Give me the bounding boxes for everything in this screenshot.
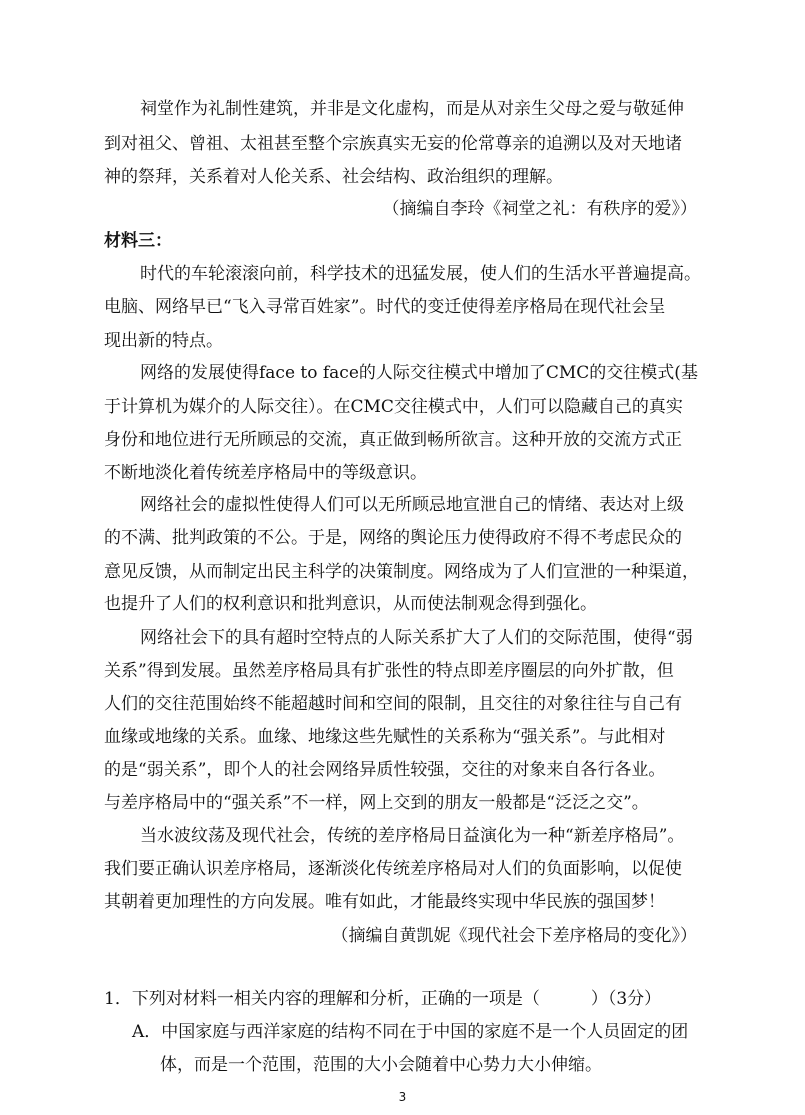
- paragraph-line: 关系”得到发展。虽然差序格局具有扩张性的特点即差序圈层的向外扩散，但: [104, 661, 674, 681]
- paragraph-line: 与差序格局中的“强关系”不一样，网上交到的朋友一般都是“泛泛之交”。: [104, 793, 649, 813]
- option-a-line: 体，而是一个范围，范围的大小会随着中心势力大小伸缩。: [160, 1055, 602, 1075]
- question-stem: 1．下列对材料一相关内容的理解和分析，正确的一项是（ ）（3分）: [104, 989, 662, 1009]
- paragraph-line: 其朝着更加理性的方向发展。唯有如此，才能最终实现中华民族的强国梦！: [104, 892, 665, 912]
- paragraph-line: 当水波纹荡及现代社会，传统的差序格局日益演化为一种“新差序格局”。: [140, 826, 685, 846]
- section-heading: 材料三：: [104, 231, 172, 251]
- source-citation: （摘编自黄凯妮《现代社会下差序格局的变化》）: [331, 926, 697, 946]
- paragraph-line: 网络的发展使得face to face的人际交往模式中增加了CMC的交往模式(基: [140, 363, 698, 383]
- source-citation: （摘编自李玲《祠堂之礼：有秩序的爱》）: [382, 199, 697, 219]
- paragraph-line: 意见反馈，从而制定出民主科学的决策制度。网络成为了人们宣泄的一种渠道，: [104, 562, 699, 582]
- paragraph-line: 的不满、批判政策的不公。于是，网络的舆论压力使得政府不得不考虑民众的: [104, 528, 682, 548]
- paragraph-line: 到对祖父、曾祖、太祖甚至整个宗族真实无妄的伦常尊亲的追溯以及对天地诸: [104, 134, 682, 154]
- paragraph-line: 神的祭拜，关系着对人伦关系、社会结构、政治组织的理解。: [104, 167, 563, 187]
- paragraph-line: 人们的交往范围始终不能超越时间和空间的限制，且交往的对象往往与自己有: [104, 694, 682, 714]
- paragraph-line: 我们要正确认识差序格局，逐渐淡化传统差序格局对人们的负面影响，以促使: [104, 859, 682, 879]
- paragraph-line: 祠堂作为礼制性建筑，并非是文化虚构，而是从对亲生父母之爱与敬延伸: [140, 99, 684, 119]
- paragraph-line: 的是“弱关系”，即个人的社会网络异质性较强，交往的对象来自各行各业。: [104, 760, 666, 780]
- paragraph-line: 现出新的特点。: [104, 331, 223, 351]
- paragraph-line: 于计算机为媒介的人际交往）。在CMC交往模式中，人们可以隐藏自己的真实: [104, 397, 683, 417]
- paragraph-line: 网络社会下的具有超时空特点的人际关系扩大了人们的交际范围，使得“弱: [140, 628, 693, 648]
- option-a-line: A．中国家庭与西洋家庭的结构不同在于中国的家庭不是一个人员固定的团: [132, 1022, 689, 1042]
- paragraph-line: 也提升了人们的权利意识和批判意识，从而使法制观念得到强化。: [104, 594, 597, 614]
- page-number: 3: [398, 1090, 407, 1104]
- paragraph-line: 电脑、网络早已“飞入寻常百姓家”。时代的变迁使得差序格局在现代社会呈: [104, 297, 666, 317]
- paragraph-line: 血缘或地缘的关系。血缘、地缘这些先赋性的关系称为“强关系”。与此相对: [104, 727, 666, 747]
- paragraph-line: 网络社会的虚拟性使得人们可以无所顾忌地宣泄自己的情绪、表达对上级: [140, 495, 684, 515]
- paragraph-line: 不断地淡化着传统差序格局中的等级意识。: [104, 463, 427, 483]
- paragraph-line: 身份和地位进行无所顾忌的交流，真正做到畅所欲言。这种开放的交流方式正: [104, 430, 682, 450]
- paragraph-line: 时代的车轮滚滚向前，科学技术的迅猛发展，使人们的生活水平普遍提高。: [140, 264, 701, 284]
